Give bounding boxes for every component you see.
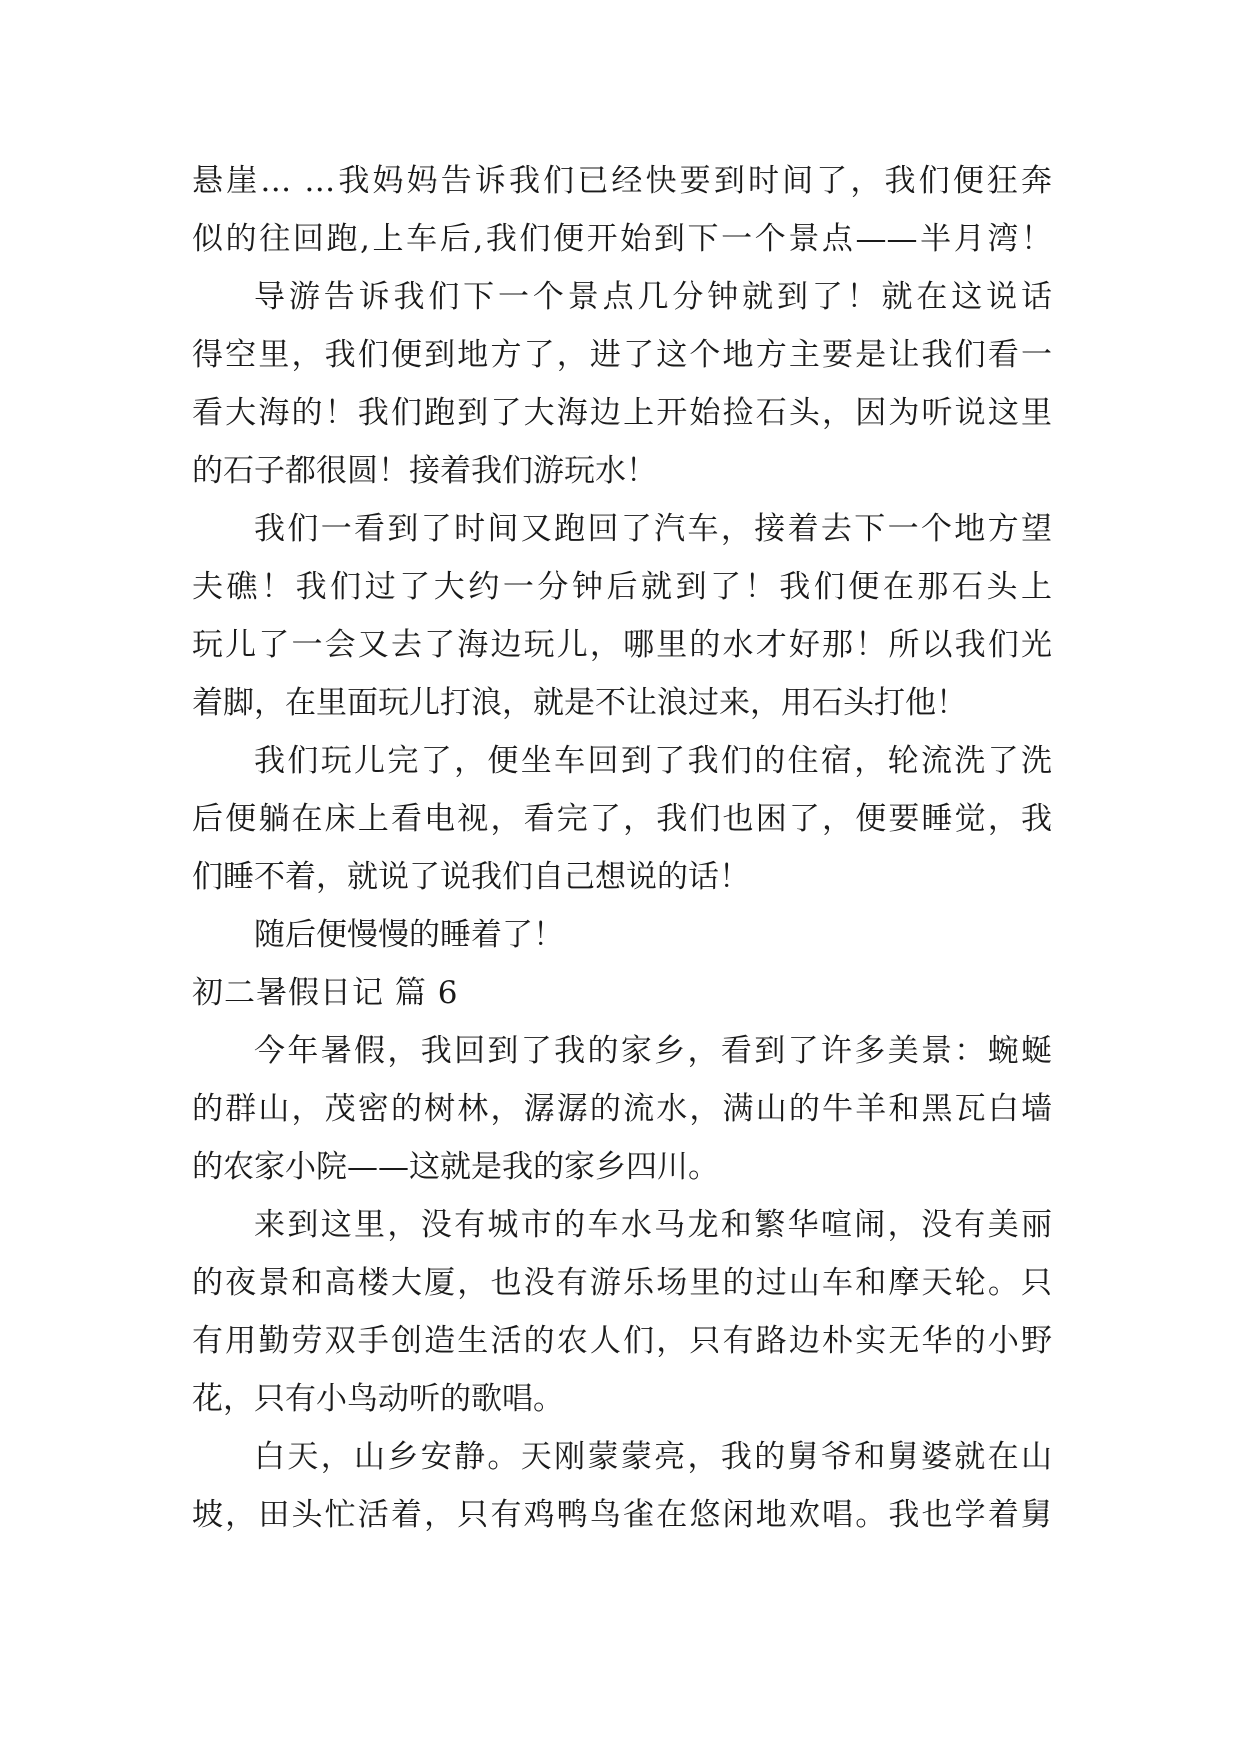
text-line: 我们玩儿完了，便坐车回到了我们的住宿，轮流洗了洗 bbox=[254, 743, 1052, 779]
text-line: 白天，山乡安静。天刚蒙蒙亮，我的舅爷和舅婆就在山 bbox=[254, 1439, 1052, 1475]
text-line: 得空里，我们便到地方了，进了这个地方主要是让我们看一 bbox=[192, 337, 1052, 373]
document-page bbox=[192, 152, 1052, 1602]
text-line: 今年暑假，我回到了我的家乡，看到了许多美景：蜿蜒 bbox=[254, 1033, 1052, 1069]
text-line: 着脚，在里面玩儿打浪，就是不让浪过来，用石头打他！ bbox=[192, 685, 967, 721]
text-line: 似的往回跑,上车后,我们便开始到下一个景点——半月湾！ bbox=[192, 221, 1052, 257]
text-line: 的石子都很圆！接着我们游玩水！ bbox=[192, 453, 657, 489]
section-heading: 初二暑假日记 篇 6 bbox=[192, 975, 459, 1011]
text-line: 夫礁！我们过了大约一分钟后就到了！我们便在那石头上 bbox=[192, 569, 1052, 605]
text-line: 玩儿了一会又去了海边玩儿，哪里的水才好那！所以我们光 bbox=[192, 627, 1052, 663]
text-line: 悬崖… …我妈妈告诉我们已经快要到时间了，我们便狂奔 bbox=[192, 163, 1052, 199]
text-line: 后便躺在床上看电视，看完了，我们也困了，便要睡觉，我 bbox=[192, 801, 1052, 837]
text-line: 来到这里，没有城市的车水马龙和繁华喧闹，没有美丽 bbox=[254, 1207, 1052, 1243]
text-line: 的群山，茂密的树林，潺潺的流水，满山的牛羊和黑瓦白墙 bbox=[192, 1091, 1052, 1127]
text-line: 有用勤劳双手创造生活的农人们，只有路边朴实无华的小野 bbox=[192, 1323, 1052, 1359]
text-line: 花，只有小鸟动听的歌唱。 bbox=[192, 1381, 564, 1417]
text-line: 的夜景和高楼大厦，也没有游乐场里的过山车和摩天轮。只 bbox=[192, 1265, 1052, 1301]
text-line: 随后便慢慢的睡着了！ bbox=[254, 917, 564, 953]
text-line: 坡，田头忙活着，只有鸡鸭鸟雀在悠闲地欢唱。我也学着舅 bbox=[192, 1497, 1052, 1533]
text-line: 看大海的！我们跑到了大海边上开始捡石头，因为听说这里 bbox=[192, 395, 1052, 431]
text-line: 们睡不着，就说了说我们自己想说的话！ bbox=[192, 859, 750, 895]
text-line: 我们一看到了时间又跑回了汽车，接着去下一个地方望 bbox=[254, 511, 1052, 547]
text-line: 导游告诉我们下一个景点几分钟就到了！就在这说话 bbox=[254, 279, 1052, 315]
text-line: 的农家小院——这就是我的家乡四川。 bbox=[192, 1149, 719, 1185]
